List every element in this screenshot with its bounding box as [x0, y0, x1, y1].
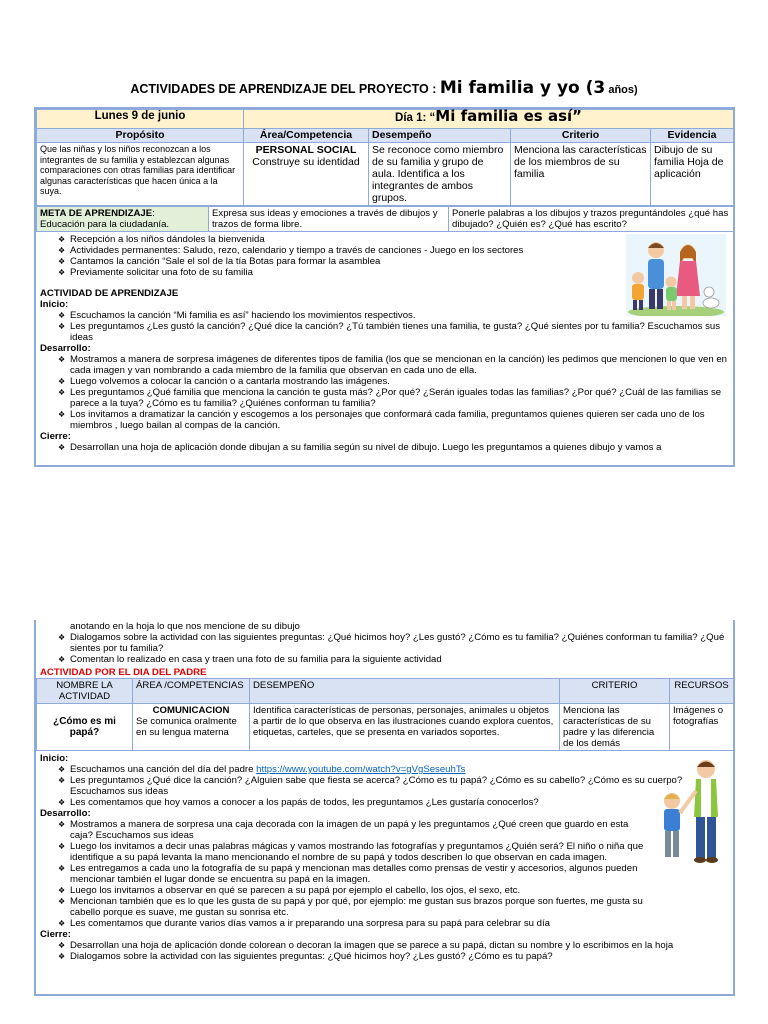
list-item: ❖ Les comentamos que hoy vamos a conocer a los papás de todos, les preguntamos ¿Les gustaría conocerlos? [40, 797, 729, 808]
desarrollo-heading: Desarrollo: [40, 808, 91, 819]
proposito-cell: Que las niñas y los niños reconozcan a los integrantes de su familia y establezcan algunas comparaciones con otras familias para identificar algunas características que hacen única a la suya. [37, 143, 244, 206]
inicio-list [40, 310, 729, 343]
title-age: años) [605, 84, 638, 96]
day-row [37, 110, 734, 129]
list-item: ❖ Desarrollan una hoja de aplicación donde dibujan a su familia según su nivel de dibujo. Luego les preguntamos a quienes dibujo y vamos a [40, 442, 729, 453]
title-prefix: ACTIVIDADES DE APRENDIZAJE DEL PROYECTO : [130, 82, 440, 96]
header-area: ÁREA /COMPETENCIAS [133, 679, 250, 704]
dia-title: Mi familia es así” [435, 107, 583, 125]
content-row [37, 143, 734, 206]
day-cell: Lunes 9 de junio [37, 110, 244, 129]
dia-label: Día 1: “ [395, 112, 436, 124]
page2-content-row [37, 704, 734, 751]
area-cell [133, 704, 250, 751]
page2-header-row [37, 679, 734, 704]
area-name: COMUNICACION [152, 705, 230, 716]
list-item: ❖ Luego los invitamos a decir unas palabras mágicas y vamos mostrando las fotografías y preguntamos ¿Quién será? El niño o niña que identifique a su papá levanta la mano mencionando el nombre de su papá y todos describen lo que observan en cada imagen. [40, 841, 649, 863]
list-item: ❖ Comentan lo realizado en casa y traen una foto de su familia para la siguiente actividad [40, 654, 729, 665]
header-nombre: NOMBRE LA ACTIVIDAD [37, 679, 133, 704]
cierre-heading: Cierre: [40, 929, 71, 940]
list-item: ❖ Les comentamos que durante varios días vamos a ir preparando una sorpresa para su papá para celebrar su día [40, 918, 649, 929]
page2-sheet [34, 620, 735, 996]
inicio-first-text: Escuchamos una canción del día del padre [70, 764, 257, 775]
intro-list [40, 234, 729, 278]
list-item: ❖ Escuchamos la canción “Mi familia es así” haciendo los movimientos respectivos. [40, 310, 729, 321]
header-evidencia: Evidencia [651, 129, 734, 143]
cierre-heading: Cierre: [40, 431, 71, 442]
title-project: Mi familia y yo (3 [439, 78, 606, 98]
list-item: ❖ Luego volvemos a colocar la canción o a cantarla mostrando las imágenes. [40, 376, 729, 387]
header-proposito: Propósito [37, 129, 244, 143]
list-item: ❖ Les preguntamos ¿Qué familia que menciona la canción te gusta más? ¿Por qué? ¿Serán iguales todas las familias? ¿Por qué? ¿Cuál de las familias se parece a la tuya? ¿Cómo es tu familia? ¿Quiénes conforman tu familia? [40, 387, 729, 409]
list-item: ❖ Los invitamos a dramatizar la canción y escogemos a los personajes que conformará cada familia, preguntamos quienes quieren ser cada uno de los miembros , luego bailan al compas de la canción. [40, 409, 729, 431]
meta-table [36, 206, 734, 232]
competencia-name: Se comunica oralmente en su lengua materna [136, 716, 237, 738]
meta-label: META DE APRENDIZAJE [40, 208, 153, 219]
actividad-padre-heading: ACTIVIDAD POR EL DIA DEL PADRE [40, 667, 207, 678]
nombre-cell: ¿Cómo es mi papá? [37, 704, 133, 751]
page1-sheet [34, 107, 735, 467]
list-item: ❖ Actividades permanentes: Saludo, rezo, calendario y tiempo a través de canciones - Juego en los sectores [40, 245, 729, 256]
meta-text: Educación para la ciudadanía. [40, 219, 170, 230]
document-title [0, 78, 768, 98]
cierre-list [40, 442, 729, 453]
list-item: ❖ Les preguntamos ¿Qué dice la canción? ¿Alguien sabe que fiesta se acerca? ¿Cómo es tu papá? ¿Cómo es su cabello? ¿Cómo es su cuerpo? Escuchamos sus ideas [40, 775, 729, 797]
criterio-cell: Menciona las características de su padre y las diferencia de los demás [560, 704, 670, 751]
list-item: ❖ Previamente solicitar una foto de su familia [40, 267, 729, 278]
list-item: ❖ Mostramos a manera de sorpresa imágenes de diferentes tipos de familia (los que se mencionan en la canción) les pedimos que mencionen lo que ven en cada imagen y van nombrando a cada miembro de la familia que observan en cada uno de ella. [40, 354, 729, 376]
area-name: PERSONAL SOCIAL [255, 144, 357, 156]
cont-line: anotando en la hoja lo que nos mencione de su dibujo [70, 621, 300, 632]
list-item: ❖ Dialogamos sobre la actividad con las siguientes preguntas: ¿Qué hicimos hoy? ¿Les gustó? ¿Cómo es tu papá? [40, 951, 729, 962]
meta-colon: : [152, 208, 155, 219]
meta-cell [37, 207, 209, 232]
header-area: Área/Competencia [244, 129, 369, 143]
header-recursos: RECURSOS [670, 679, 734, 704]
meta-right-cell: Ponerle palabras a los dibujos y trazos preguntándoles ¿qué has dibujado? ¿Quién es? ¿Qué has escrito? [449, 207, 734, 232]
cont-list [40, 632, 729, 665]
inicio-heading: Inicio: [40, 753, 69, 764]
criterio-cell: Menciona las características de los miembros de su familia [511, 143, 651, 206]
area-cell [244, 143, 369, 206]
page2-table [36, 678, 734, 751]
meta-mid-cell: Expresa sus ideas y emociones a través de dibujos y trazos de forma libre. [209, 207, 449, 232]
desarrollo-list [40, 819, 729, 929]
list-item: ❖ Mencionan también que es lo que les gusta de su papá y por qué, por ejemplo: me gustan sus brazos porque son fuertes, me gusta su cabello porque es suave, me gustan su sonrisa etc. [40, 896, 649, 918]
song-link[interactable]: https://www.youtube.com/watch?v=gVgSeseuhTs [256, 764, 466, 775]
competencia-name: Construye su identidad [252, 156, 360, 168]
desarrollo-heading: Desarrollo: [40, 343, 91, 354]
inicio-heading: Inicio: [40, 299, 69, 310]
list-item: ❖ Recepción a los niños dándoles la bienvenida [40, 234, 729, 245]
actividad-heading: ACTIVIDAD DE APRENDIZAJE [40, 288, 179, 299]
list-item: ❖ Les preguntamos ¿Les gustó la canción? ¿Qué dice la canción? ¿Tú también tienes una familia, te gusta? ¿Qué sientes por tu familia? Escuchamos sus ideas [40, 321, 729, 343]
page1-header-table [36, 109, 734, 206]
list-item: ❖ Cantamos la canción “Sale el sol de la tía Botas para formar la asamblea [40, 256, 729, 267]
page1-activities [36, 232, 733, 455]
recursos-cell: Imágenes o fotografías [670, 704, 734, 751]
list-item: ❖ Dialogamos sobre la actividad con las siguientes preguntas: ¿Qué hicimos hoy? ¿Les gustó? ¿Cómo es tu familia? ¿Quiénes conforman tu familia? ¿Qué sientes por tu familia? [40, 632, 729, 654]
desempeno-cell: Se reconoce como miembro de su familia y grupo de aula. Identifica a los integrantes de ambos grupos. [369, 143, 511, 206]
header-criterio: Criterio [511, 129, 651, 143]
desarrollo-list [40, 354, 729, 431]
header-row [37, 129, 734, 143]
list-item: ❖ Mostramos a manera de sorpresa una caja decorada con la imagen de un papá y les preguntamos ¿Qué creen que guardo en esta caja? Escuchamos sus ideas [40, 819, 649, 841]
evidencia-cell: Dibujo de su familia Hoja de aplicación [651, 143, 734, 206]
desempeno-cell: Identifica características de personas, personajes, animales u objetos a partir de lo que observa en las ilustraciones cuando explora cuentos, etiquetas, carteles, que se presenta en variados soportes. [250, 704, 560, 751]
list-item [40, 764, 729, 775]
dia-cell [244, 107, 734, 129]
header-desempeno: DESEMPEÑO [250, 679, 560, 704]
list-item: ❖ Desarrollan una hoja de aplicación donde colorean o decoran la imagen que se parece a su papá, dictan su nombre y lo escribimos en la hoja [40, 940, 729, 951]
header-criterio: CRITERIO [560, 679, 670, 704]
page2-activities [36, 751, 733, 964]
cierre-list [40, 940, 729, 962]
list-item: ❖ Luego los invitamos a observar en qué se parecen a su papá por ejemplo el cabello, los ojos, el sexo, etc. [40, 885, 649, 896]
inicio-list [40, 764, 729, 808]
header-desempeno: Desempeño [369, 129, 511, 143]
list-item: ❖ Les entregamos a cada uno la fotografía de su papá y mencionan mas detalles como prensas de vestir y accesorios, algunos pueden mencionar también el lugar donde se encuentra su papá en la imagen. [40, 863, 649, 885]
page2-continuation [36, 620, 733, 667]
